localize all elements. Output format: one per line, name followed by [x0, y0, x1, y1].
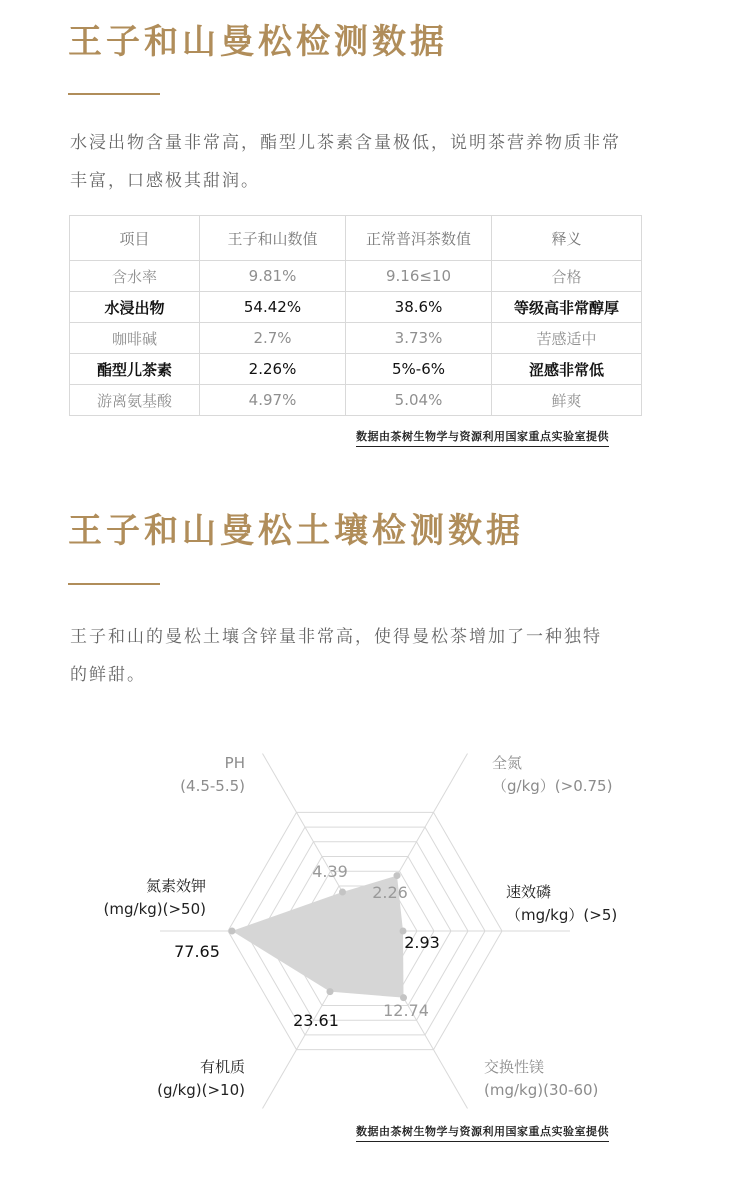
table-cell: 38.6%: [346, 292, 492, 323]
section-title-quality: 王子和山曼松检测数据: [68, 22, 448, 62]
column-header: 释义: [492, 216, 642, 261]
description-line-1: 王子和山的曼松土壤含锌量非常高，使得曼松茶增加了一种独特: [70, 627, 602, 647]
radar-point: [339, 889, 346, 896]
radar-value-label: 77.65: [174, 942, 220, 961]
radar-value-label: 23.61: [293, 1011, 339, 1030]
table-cell: 5.04%: [346, 385, 492, 416]
column-header: 项目: [70, 216, 200, 261]
table-cell: 等级高非常醇厚: [492, 292, 642, 323]
radar-point: [327, 988, 334, 995]
table-header-row: [70, 216, 642, 261]
table-row: [70, 385, 642, 416]
axis-name-label: 氮素效钾: [145, 877, 206, 895]
axis-range-label: (4.5-5.5): [180, 777, 245, 795]
table-row: [70, 323, 642, 354]
table-cell: 鲜爽: [492, 385, 642, 416]
section-title-soil: 王子和山曼松土壤检测数据: [68, 511, 524, 551]
table-cell: 苦感适中: [492, 323, 642, 354]
section-description: [70, 618, 655, 694]
table-row: [70, 354, 642, 385]
axis-range-label: （mg/kg）(>5): [506, 906, 618, 924]
axis-name-label: 速效磷: [506, 883, 552, 901]
quality-data-table: [69, 215, 642, 416]
radar-value-label: 2.93: [404, 933, 440, 952]
soil-radar-chart: [0, 730, 730, 1130]
table-cell: 水浸出物: [70, 292, 200, 323]
axis-range-label: (g/kg)(>10): [157, 1081, 245, 1099]
radar-value-label: 12.74: [383, 1001, 429, 1020]
title-underline: [68, 93, 160, 95]
data-source-credit: 数据由茶树生物学与资源利用国家重点实验室提供: [356, 428, 609, 447]
axis-range-label: （g/kg）(>0.75): [492, 777, 613, 795]
axis-name-label: 全氮: [492, 754, 523, 772]
table-cell: 含水率: [70, 261, 200, 292]
table-row: [70, 261, 642, 292]
table-cell: 游离氨基酸: [70, 385, 200, 416]
table-cell: 3.73%: [346, 323, 492, 354]
section-description: [70, 124, 655, 200]
axis-range-label: (mg/kg)(>50): [103, 900, 206, 918]
table-cell: 2.7%: [200, 323, 346, 354]
radar-point: [229, 928, 236, 935]
column-header: 王子和山数值: [200, 216, 346, 261]
column-header: 正常普洱茶数值: [346, 216, 492, 261]
table-cell: 9.81%: [200, 261, 346, 292]
data-source-credit: 数据由茶树生物学与资源利用国家重点实验室提供: [356, 1123, 609, 1142]
title-underline: [68, 583, 160, 585]
description-line-1: 水浸出物含量非常高，酯型儿茶素含量极低，说明茶营养物质非常: [70, 133, 621, 153]
axis-name-label: PH: [224, 754, 245, 772]
axis-name-label: 交换性镁: [484, 1058, 545, 1076]
description-line-2: 的鲜甜。: [70, 665, 146, 685]
table-cell: 2.26%: [200, 354, 346, 385]
table-cell: 涩感非常低: [492, 354, 642, 385]
radar-point: [394, 872, 401, 879]
table-cell: 54.42%: [200, 292, 346, 323]
table-cell: 合格: [492, 261, 642, 292]
table-row: [70, 292, 642, 323]
radar-value-label: 2.26: [372, 883, 408, 902]
table-cell: 酯型儿茶素: [70, 354, 200, 385]
table-cell: 9.16≤10: [346, 261, 492, 292]
description-line-2: 丰富，口感极其甜润。: [70, 171, 260, 191]
axis-name-label: 有机质: [199, 1058, 245, 1076]
axis-range-label: (mg/kg)(30-60): [484, 1081, 599, 1099]
table-cell: 4.97%: [200, 385, 346, 416]
table-cell: 咖啡碱: [70, 323, 200, 354]
table-cell: 5%-6%: [346, 354, 492, 385]
radar-value-label: 4.39: [312, 862, 348, 881]
